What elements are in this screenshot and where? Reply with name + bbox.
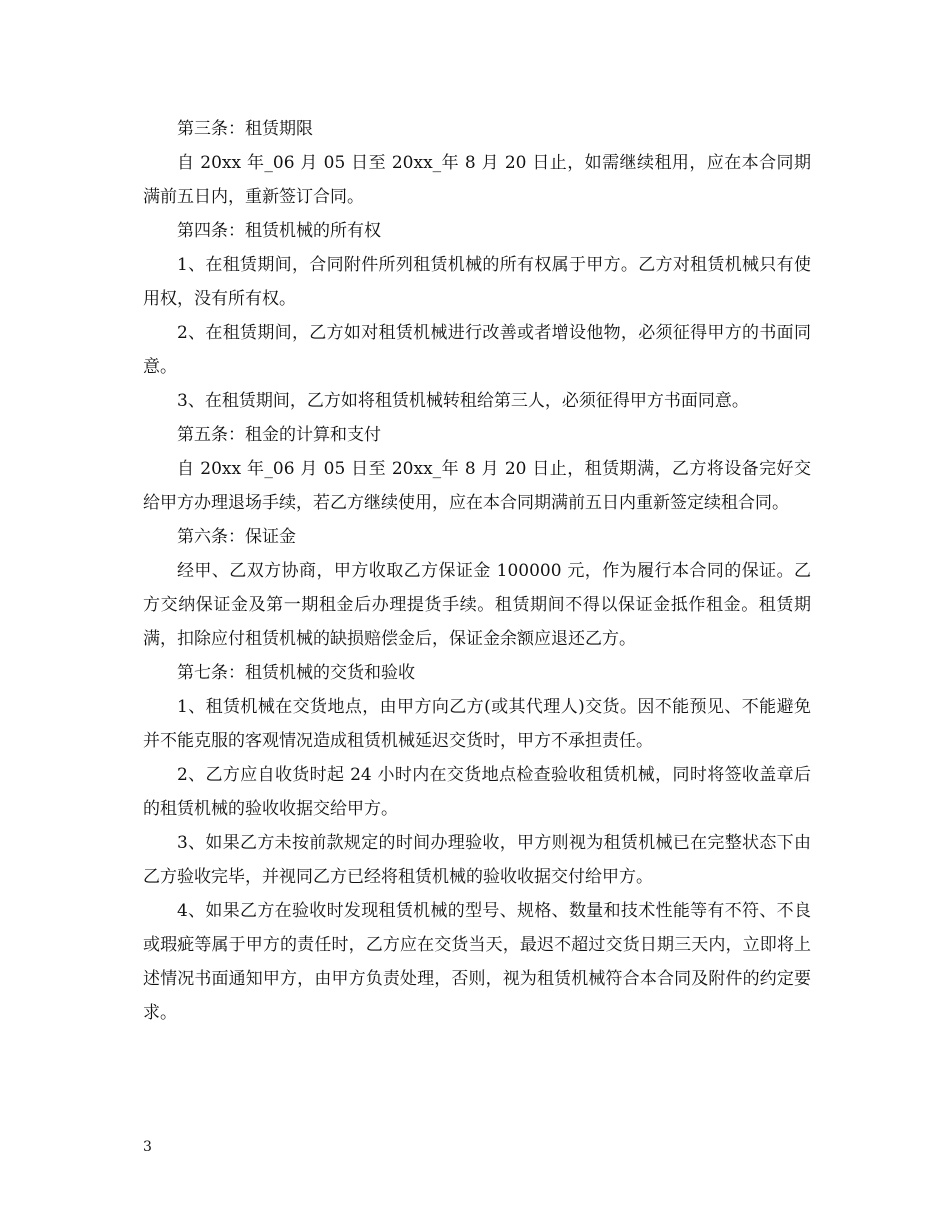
article-3-heading: 第三条：租赁期限	[177, 119, 313, 139]
article-7-heading: 第七条：租赁机械的交货和验收	[177, 663, 415, 683]
article-7-clause-1: 1、租赁机械在交货地点，由甲方向乙方(或其代理人)交货。因不能预见、不能避免并不能克服的客观情况造成租赁机械延迟交货时，甲方不承担责任。	[143, 697, 811, 751]
article-5-heading: 第五条：租金的计算和支付	[177, 425, 381, 445]
article-6-text: 经甲、乙双方协商，甲方收取乙方保证金 100000 元，作为履行本合同的保证。乙方交纳保证金及第一期租金后办理提货手续。租赁期间不得以保证金抵作租金。租赁期满，扣除应付租赁机械的缺损赔偿金后，保证金余额应退还乙方。	[143, 561, 811, 649]
page-number: 3	[143, 1139, 152, 1155]
article-6-heading: 第六条：保证金	[177, 527, 296, 547]
article-5-text: 自 20xx 年_06 月 05 日至 20xx_年 8 月 20 日止，租赁期满，乙方将设备完好交给甲方办理退场手续，若乙方继续使用，应在本合同期满前五日内重新签定续租合同。	[143, 459, 811, 513]
article-4-clause-3: 3、在租赁期间，乙方如将租赁机械转租给第三人，必须征得甲方书面同意。	[177, 391, 749, 411]
article-4-clause-2: 2、在租赁期间，乙方如对租赁机械进行改善或者增设他物，必须征得甲方的书面同意。	[143, 323, 811, 377]
article-7-clause-2: 2、乙方应自收货时起 24 小时内在交货地点检查验收租赁机械，同时将签收盖章后的租赁机械的验收收据交给甲方。	[143, 765, 811, 819]
article-4-clause-1: 1、在租赁期间，合同附件所列租赁机械的所有权属于甲方。乙方对租赁机械只有使用权，没有所有权。	[143, 255, 811, 309]
article-7-clause-4: 4、如果乙方在验收时发现租赁机械的型号、规格、数量和技术性能等有不符、不良或瑕疵等属于甲方的责任时，乙方应在交货当天，最迟不超过交货日期三天内，立即将上述情况书面通知甲方，由甲方负责处理，否则，视为租赁机械符合本合同及附件的约定要求。	[143, 901, 811, 1023]
article-3-text: 自 20xx 年_06 月 05 日至 20xx_年 8 月 20 日止，如需继续租用，应在本合同期满前五日内，重新签订合同。	[143, 153, 811, 207]
document-body	[143, 112, 811, 1030]
article-7-clause-3: 3、如果乙方未按前款规定的时间办理验收，甲方则视为租赁机械已在完整状态下由乙方验收完毕，并视同乙方已经将租赁机械的验收收据交付给甲方。	[143, 833, 811, 887]
article-4-heading: 第四条：租赁机械的所有权	[177, 221, 381, 241]
